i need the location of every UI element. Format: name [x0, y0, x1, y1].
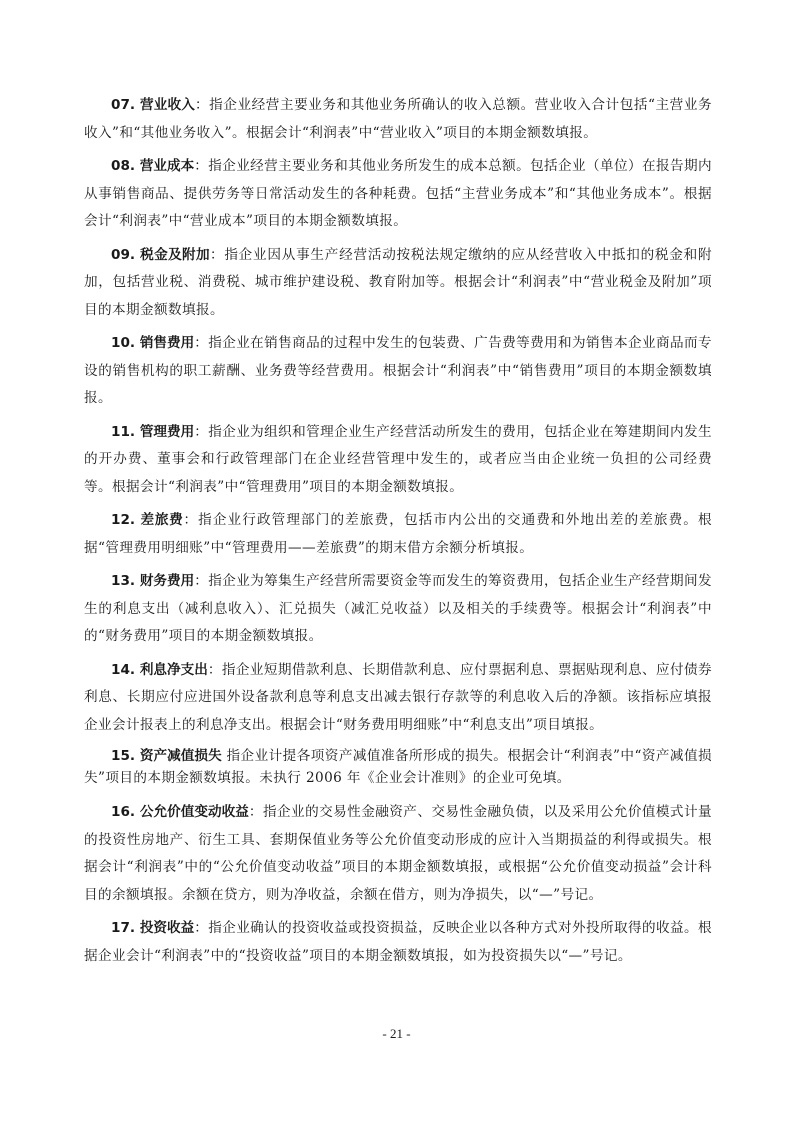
item-07 [84, 92, 712, 147]
item-13 [84, 568, 712, 651]
term-17: 17. 投资收益 [111, 920, 195, 936]
term-10: 10. 销售费用 [111, 335, 195, 351]
term-15: 15. 资产减值损失 [111, 748, 222, 764]
term-sep-08: ： [194, 158, 209, 174]
desc-09: 指企业因从事生产经营活动按税法规定缴纳的应从经营收入中抵扣的税金和附加，包括营业税、消费税、城市维护建设税、教育附加等。根据会计“利润表”中“营业税金及附加”项目的本期金额数填报。 [84, 246, 712, 318]
desc-16: 指企业的交易性金融资产、交易性金融负债，以及采用公允价值模式计量的投资性房地产、衍生工具、套期保值业务等公允价值变动形成的应计入当期损益的利得或损失。根据会计“利润表”中的“公允价值变动收益”项目的本期金额数填报，或根据“公允价值变动损益”会计科目的余额填报。余额在贷方，则为净收益，余额在借方，则为净损失，以“—”号记。 [84, 804, 712, 903]
term-sep-12: ： [183, 512, 199, 528]
item-09 [84, 242, 712, 325]
term-sep-17: ： [194, 920, 209, 936]
desc-11: 指企业为组织和管理企业生产经营活动所发生的费用，包括企业在筹建期间内发生的开办费、董事会和行政管理部门在企业经营管理中发生的，或者应当由企业统一负担的公司经费等。根据会计“利润表”中“管理费用”项目的本期金额数填报。 [84, 423, 712, 495]
term-sep-09: ： [209, 246, 225, 263]
desc-14: 指企业短期借款利息、长期借款利息、应付票据利息、票据贴现利息、应付债券利息、长期应付应进国外设备款利息等利息支出减去银行存款等的利息收入后的净额。该指标应填报企业会计报表上的利息净支出。根据会计“财务费用明细账”中“利息支出”项目填报。 [84, 661, 713, 733]
term-11: 11. 管理费用 [111, 423, 195, 440]
desc-13: 指企业为筹集生产经营所需要资金等而发生的筹资费用，包括企业生产经营期间发生的利息支出（减利息收入）、汇兑损失（减汇兑收益）以及相关的手续费等。根据会计“利润表”中的“财务费用”项目的本期金额数填报。 [84, 573, 712, 644]
term-sep-10: ： [194, 335, 209, 351]
desc-15: 指企业计提各项资产减值准备所形成的损失。根据会计“利润表”中“资产减值损失”项目的本期金额数填报。未执行 2006 年《企业会计准则》的企业可免填。 [84, 748, 712, 786]
item-08 [84, 153, 712, 236]
item-15 [84, 745, 712, 789]
desc-07: 指企业经营主要业务和其他业务所确认的收入总额。营业收入合计包括“主营业务收入”和“其他业务收入”。根据会计“利润表”中“营业收入”项目的本期金额数填报。 [84, 97, 712, 141]
desc-08: 指企业经营主要业务和其他业务所发生的成本总额。包括企业（单位）在报告期内从事销售商品、提供劳务等日常活动发生的各种耗费。包括“主营业务成本”和“其他业务成本”。根据会计“利润表”中“营业成本”项目的本期金额数填报。 [84, 158, 712, 229]
term-sep-11: ： [194, 423, 209, 440]
term-14: 14. 利息净支出 [111, 661, 208, 678]
term-sep-16: ： [248, 804, 263, 820]
item-12 [84, 507, 712, 562]
term-12: 12. 差旅费 [111, 512, 184, 528]
desc-10: 指企业在销售商品的过程中发生的包装费、广告费等费用和为销售本企业商品而专设的销售机构的职工薪酬、业务费等经营费用。根据会计“利润表”中“销售费用”项目的本期金额数填报。 [84, 335, 712, 406]
term-07: 07. 营业收入 [111, 97, 196, 113]
item-10 [84, 330, 712, 413]
item-17 [84, 915, 712, 970]
document-body [84, 92, 712, 976]
term-sep-14: ： [207, 661, 222, 678]
term-13: 13. 财务费用 [111, 573, 195, 589]
item-14 [84, 657, 712, 740]
page-number: - 21 - [382, 1026, 411, 1041]
term-08: 08. 营业成本 [111, 158, 195, 174]
term-16: 16. 公允价值变动收益 [111, 804, 249, 820]
item-16 [84, 799, 712, 909]
term-sep-07: ： [195, 97, 210, 113]
desc-17: 指企业确认的投资收益或投资损益，反映企业以各种方式对外投所取得的收益。根据企业会计“利润表”中的“投资收益”项目的本期金额数填报，如为投资损失以“—”号记。 [84, 920, 712, 964]
item-11 [84, 419, 712, 502]
desc-12: 指企业行政管理部门的差旅费，包括市内公出的交通费和外地出差的差旅费。根据“管理费用明细账”中“管理费用——差旅费”的期末借方余额分析填报。 [84, 512, 712, 556]
term-09: 09. 税金及附加 [111, 246, 210, 263]
term-sep-13: ： [194, 573, 209, 589]
